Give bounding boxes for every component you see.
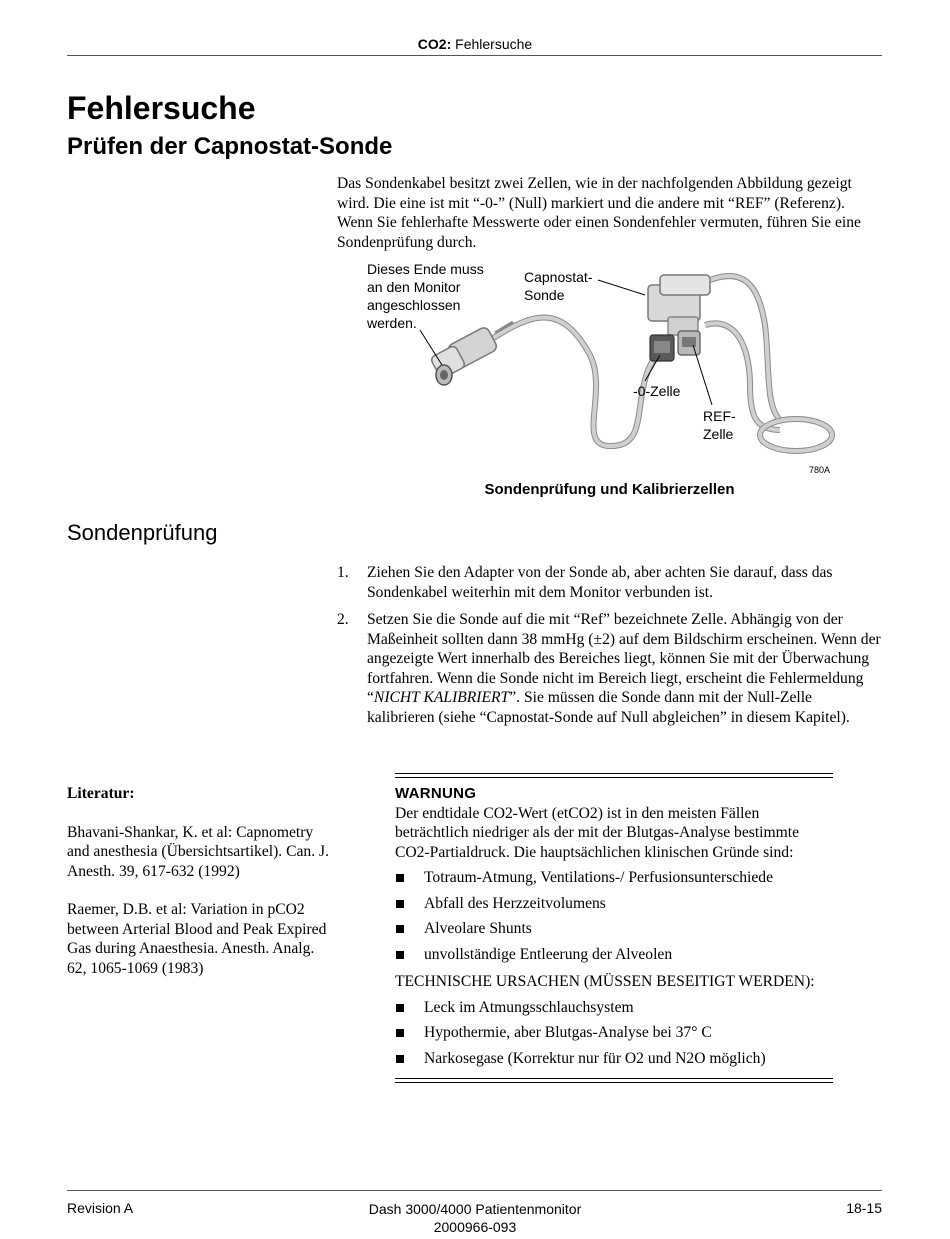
header-section-rest: Fehlersuche (451, 36, 533, 52)
step-text: Ziehen Sie den Adapter von der Sonde ab, aber achten Sie darauf, dass das Sondenkabel weiterhin mit dem Monitor verbunden ist. (367, 564, 833, 601)
technical-heading: TECHNISCHE URSACHEN (MÜSSEN BESEITIGT WERDEN): (395, 973, 815, 990)
literature-section (67, 784, 332, 997)
list-item-text: Totraum-Atmung, Ventilations-/ Perfusionsunterschiede (424, 869, 773, 886)
label-monitor-end-line4: werden. (367, 315, 417, 331)
label-probe-line1: Capnostat- (524, 269, 593, 285)
footer-revision: Revision A (67, 1200, 134, 1216)
warning-box (395, 773, 833, 1083)
figure-code: 780A (809, 465, 831, 475)
step-text-after: ”. Sie müssen die Sonde dann mit der Null-Zelle kalibrieren (siehe “Capnostat-Sonde auf Null abgleichen” in diesem Kapitel). (367, 689, 850, 726)
warning-title: WARNUNG (395, 785, 477, 802)
list-item (395, 868, 833, 888)
procedure-steps (337, 563, 882, 735)
footer-divider (67, 1190, 882, 1191)
bullet-icon (395, 868, 424, 888)
step-text-before: Setzen Sie die Sonde auf die mit “Ref” bezeichnete Zelle. Abhängig von der Maßeinheit sollten dann 38 mmHg (±2) auf dem Bildschirm erscheinen. Wenn der angezeigte Wert innerhalb des Bereiches liegt, können Sie mit der Überwachung fortfahren. Wenn die Sonde nicht im Bereich liegt, erscheint die Fehlermeldung “ (367, 611, 881, 706)
literature-heading: Literatur: (67, 785, 135, 802)
list-item (395, 894, 833, 914)
literature-ref: Raemer, D.B. et al: Variation in pCO2 between Arterial Blood and Peak Expired Gas during Anaesthesia. Anesth. Analg. 62, 1065-1069 (1983) (67, 901, 327, 977)
running-header (0, 36, 950, 52)
technical-list (395, 998, 833, 1069)
list-item (395, 919, 833, 939)
label-ref-cell-line1: REF- (703, 408, 736, 424)
zero-cell (650, 335, 674, 361)
step-number: 2. (337, 611, 349, 628)
bullet-icon (395, 919, 424, 939)
step-number: 1. (337, 564, 349, 581)
list-item-text: Narkosegase (Korrektur nur für O2 und N2O möglich) (424, 1049, 766, 1067)
bullet-icon (395, 945, 424, 965)
page-subtitle: Prüfen der Capnostat-Sonde (67, 133, 393, 160)
page-title: Fehlersuche (67, 90, 256, 126)
section-heading: Sondenprüfung (67, 520, 218, 545)
step-text (367, 610, 882, 727)
list-item-text: Abfall des Herzzeitvolumens (424, 894, 606, 912)
footer-product-name: Dash 3000/4000 Patientenmonitor (368, 1201, 582, 1217)
bullet-icon (395, 1049, 424, 1069)
leader-monitor-end (420, 330, 442, 365)
header-section-bold: CO2: (417, 36, 452, 52)
list-item-text: unvollständige Entleerung der Alveolen (424, 945, 673, 963)
list-item (395, 1023, 833, 1043)
header-divider (67, 55, 882, 56)
label-monitor-end-line2: an den Monitor (367, 279, 461, 295)
label-monitor-end-line3: angeschlossen (367, 297, 461, 313)
figure-caption: Sondenprüfung und Kalibrierzellen (484, 481, 735, 498)
warning-top-rule (395, 773, 833, 778)
bullet-icon (395, 1023, 424, 1043)
label-probe (524, 268, 592, 304)
literature-ref: Bhavani-Shankar, K. et al: Capnometry and anesthesia (Übersichtsartikel). Can. J. Anesth. 39, 617-632 (1992) (67, 823, 329, 880)
list-item-text: Hypothermie, aber Blutgas-Analyse bei 37° C (424, 1024, 712, 1041)
clinical-list (395, 868, 833, 964)
warning-bottom-rule (395, 1078, 833, 1083)
footer-document-number: 2000966-093 (433, 1219, 517, 1235)
label-probe-line2: Sonde (524, 287, 565, 303)
cable-loop (760, 419, 832, 451)
list-item (395, 998, 833, 1018)
error-message: NICHT KALIBRIERT (373, 689, 510, 706)
label-monitor-end (367, 260, 484, 332)
page-number: 18-15 (846, 1200, 882, 1216)
label-ref-cell (703, 407, 736, 443)
bullet-icon (395, 998, 424, 1018)
ref-cell (678, 331, 700, 355)
label-zero-cell: -0-Zelle (633, 383, 681, 399)
list-item-text: Leck im Atmungsschlauchsystem (424, 998, 634, 1016)
intro-paragraph: Das Sondenkabel besitzt zwei Zellen, wie in der nachfolgenden Abbildung gezeigt wird. Die eine ist mit “-0-” (Null) markiert und die andere mit “REF” (Referenz). Wenn Sie fehlerhafte Messwerte oder einen Sondenfehler vermuten, führen Sie eine Sondenprüfung durch. (337, 175, 861, 251)
bullet-icon (395, 894, 424, 914)
footer-product (0, 1200, 950, 1236)
list-item (395, 945, 833, 965)
label-ref-cell-line2: Zelle (703, 426, 734, 442)
probe-figure (360, 255, 850, 480)
leader-ref-cell (693, 345, 712, 405)
step-2 (337, 610, 882, 727)
list-item (395, 1049, 833, 1069)
capnostat-probe (648, 275, 710, 335)
label-monitor-end-line1: Dieses Ende muss (367, 261, 484, 277)
step-1 (337, 563, 882, 602)
list-item-text: Alveolare Shunts (424, 920, 532, 937)
leader-probe (598, 280, 645, 295)
warning-text: Der endtidale CO2-Wert (etCO2) ist in den meisten Fällen beträchtlich niedriger als der mit der Blutgas-Analyse bestimmte CO2-Partialdruck. Die hauptsächlichen klinischen Gründe sind: (395, 804, 800, 861)
